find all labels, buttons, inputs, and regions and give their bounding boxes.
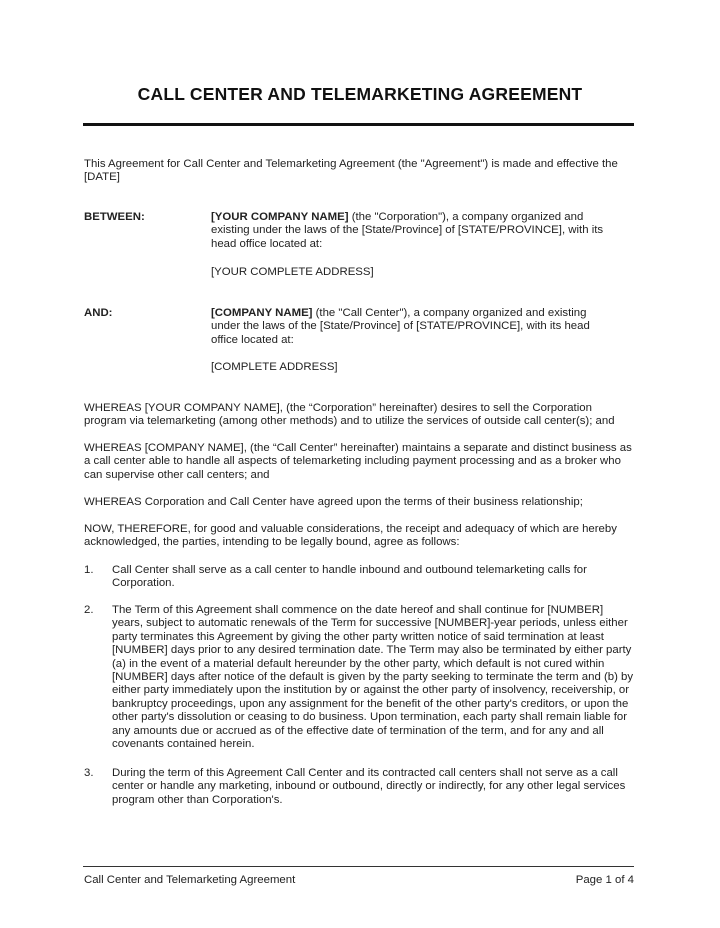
between-party-name: [YOUR COMPANY NAME] [211, 211, 349, 223]
footer-page-number: Page 1 of 4 [575, 874, 634, 886]
clause-text: The Term of this Agreement shall commence on the date hereof and shall continue for [NUMBER] years, subject to automatic renewals of the Term for successive [NUMBER]-year periods, unless either party terminates this Agreement by giving the other party written notice of said termination at least [NUMBER] days prior to any desired termination date. The Term may also be terminated by either party (a) in the event of a material default hereunder by the other party, which default is not cured within [NUMBER] days after notice of the default is given by the party seeking to terminate the term and (b) by either party immediately upon the institution by or against the other party of insolvency, receivership, or bankruptcy proceedings, upon any assignment for the benefit of the other party's creditors, or upon the other party's dissolution or ceasing to do business. Upon termination, each party shall remain liable for any amounts due or accrued as of the effective date of termination of the term, and for any and all covenants contained herein. [112, 604, 634, 751]
and-address: [COMPLETE ADDRESS] [211, 361, 338, 373]
clause-text: During the term of this Agreement Call Center and its contracted call centers shall not serve as a call center or handle any marketing, inbound or outbound, directly or indirectly, for any other legal services program other than Corporation's. [112, 767, 626, 806]
and-party-desc: (the "Call Center"), a company organized and existing under the laws of the [State/Province] of [STATE/PROVINCE], with its head office located at: [211, 307, 590, 346]
whereas-paragraph: WHEREAS [YOUR COMPANY NAME], (the “Corporation” hereinafter) desires to sell the Corporation program via telemarketing (among other methods) and to utilize the services of outside call center(s); and [84, 402, 615, 428]
whereas-paragraph: WHEREAS Corporation and Call Center have agreed upon the terms of their business relationship; [84, 496, 583, 508]
and-party [211, 307, 611, 347]
intro-paragraph: This Agreement for Call Center and Telemarketing Agreement (the "Agreement") is made and effective the [DATE] [84, 158, 618, 184]
footer-document-name: Call Center and Telemarketing Agreement [84, 874, 296, 886]
clause-number: 3. [84, 767, 94, 779]
between-party [211, 211, 611, 251]
and-party-name: [COMPANY NAME] [211, 307, 313, 319]
and-label: AND: [84, 307, 113, 319]
clause-number: 1. [84, 564, 94, 576]
clause-number: 2. [84, 604, 94, 616]
footer-rule [83, 866, 634, 867]
whereas-paragraph: WHEREAS [COMPANY NAME], (the “Call Center” hereinafter) maintains a separate and distinct business as a call center able to handle all aspects of telemarketing including payment processing and as a broker who can supervise other call centers; and [84, 442, 632, 481]
clause-text: Call Center shall serve as a call center to handle inbound and outbound telemarketing calls for Corporation. [112, 564, 587, 590]
document-title: CALL CENTER AND TELEMARKETING AGREEMENT [137, 84, 583, 104]
between-address: [YOUR COMPLETE ADDRESS] [211, 266, 374, 278]
between-party-desc: (the "Corporation"), a company organized and existing under the laws of the [State/Province] of [STATE/PROVINCE], with its head office located at: [211, 211, 604, 250]
between-label: BETWEEN: [84, 211, 145, 223]
now-therefore-paragraph: NOW, THEREFORE, for good and valuable considerations, the receipt and adequacy of which are hereby acknowledged, the parties, intending to be legally bound, agree as follows: [84, 523, 617, 549]
title-rule [83, 123, 634, 126]
